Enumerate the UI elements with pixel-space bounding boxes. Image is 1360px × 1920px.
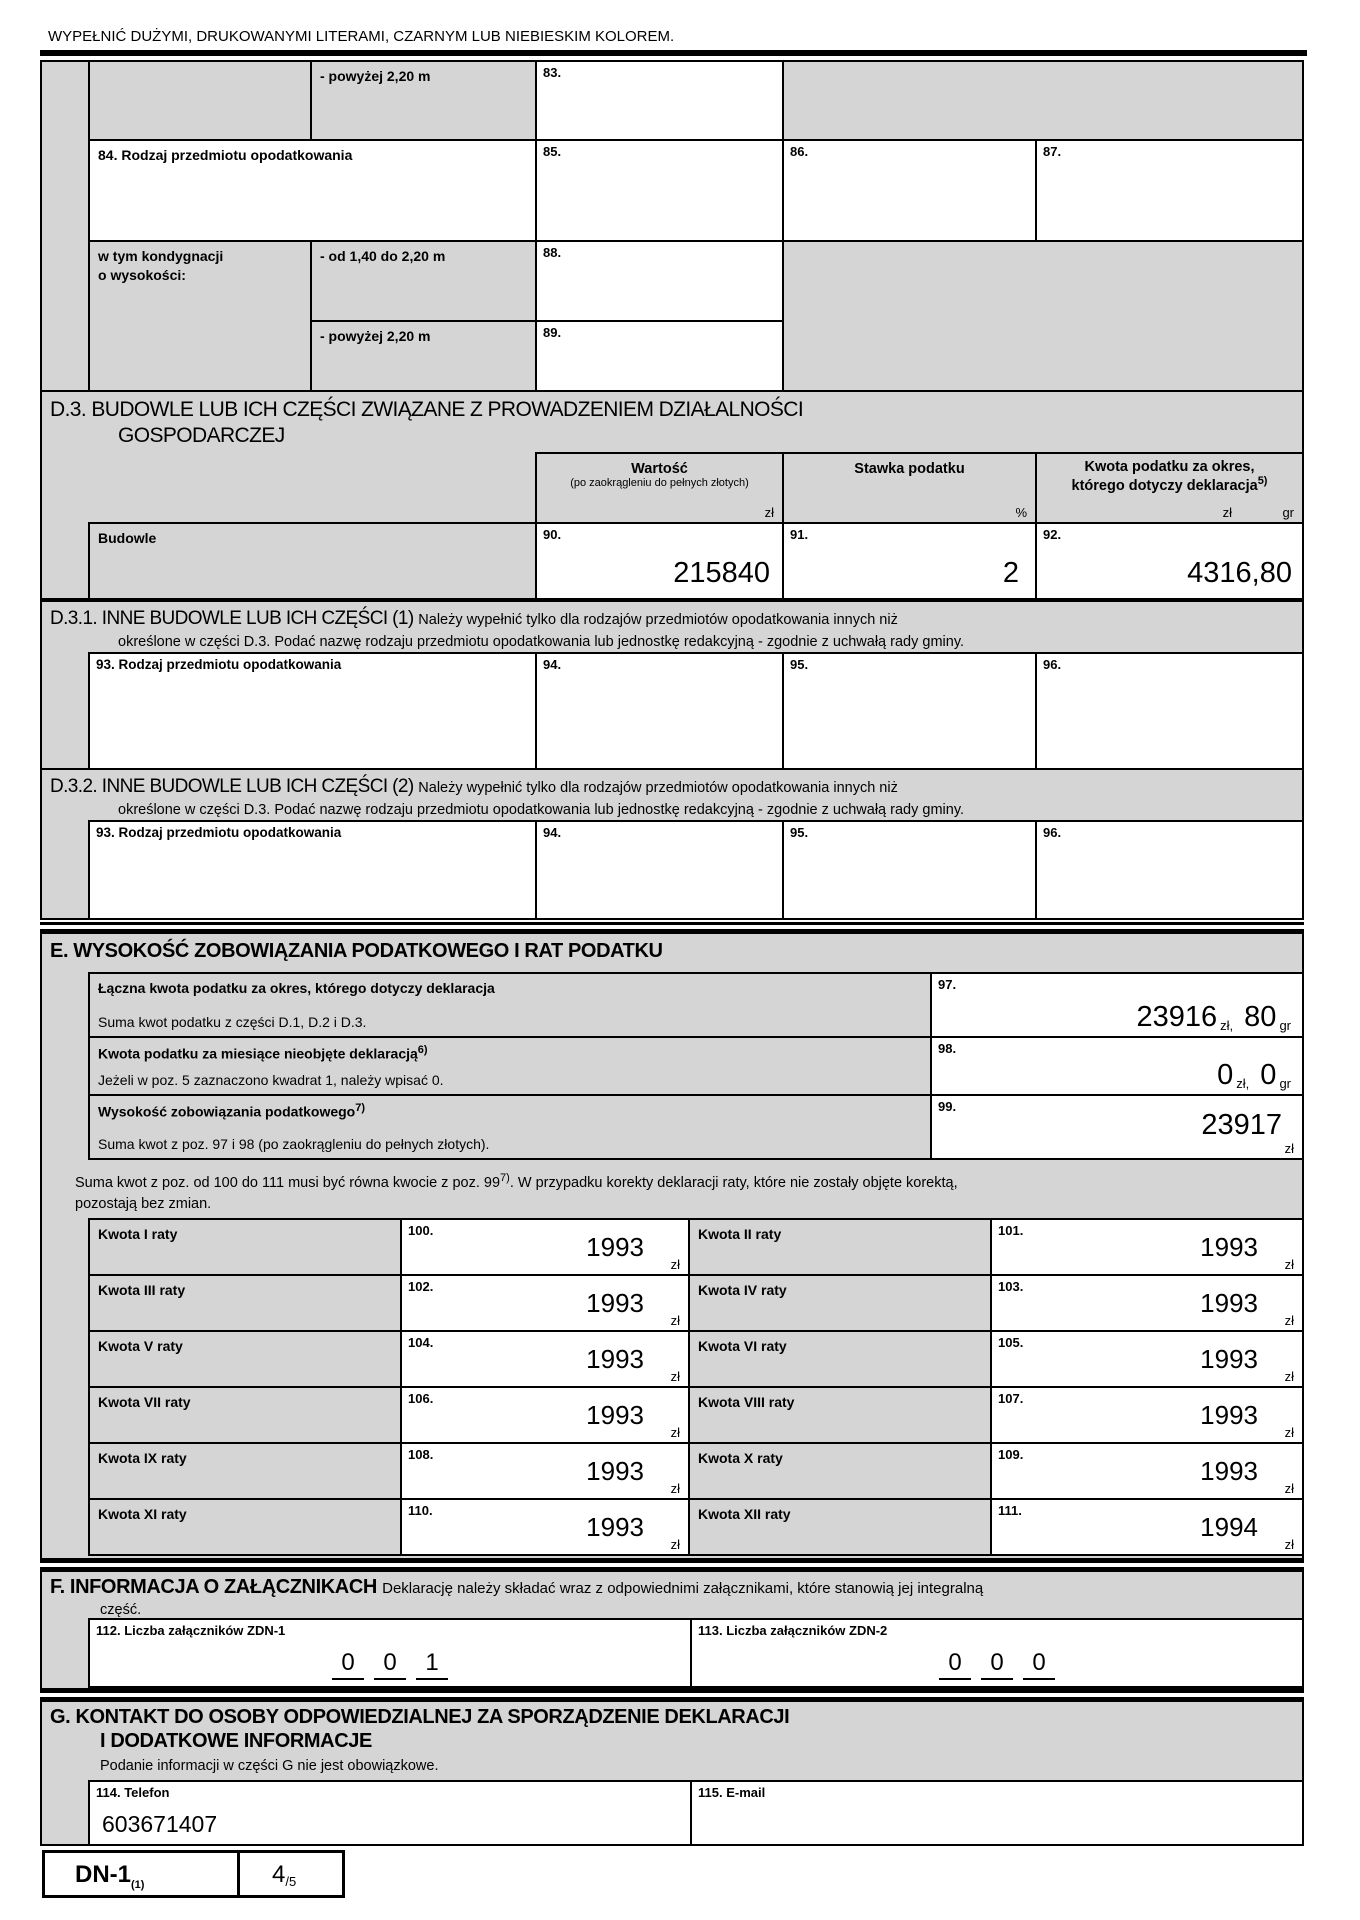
field-103-unit: zł xyxy=(1284,1313,1294,1328)
field-99-number: 99. xyxy=(938,1099,957,1114)
raty-label-cell xyxy=(688,1274,992,1332)
field-106-value: 1993 xyxy=(586,1400,644,1430)
d3-col-wartosc xyxy=(535,452,784,524)
field-92[interactable] xyxy=(1035,522,1304,600)
field-104-unit: zł xyxy=(670,1369,680,1384)
label-powyzej-220-r4 xyxy=(310,320,537,392)
section-d32-note2: określone w części D.3. Podać nazwę rodzaju przedmiotu opodatkowania lub jednostkę redakcyjną - zgodnie z uchwałą rady gminy. xyxy=(118,802,965,818)
field-98-gr-value: 0 xyxy=(1260,1059,1277,1091)
field-112-digit-1: 0 xyxy=(332,1649,364,1680)
field-95-d32-number: 95. xyxy=(790,825,809,840)
field-107-unit: zł xyxy=(1284,1425,1294,1440)
field-115-label: 115. E-mail xyxy=(698,1785,766,1800)
field-93-d32[interactable] xyxy=(88,820,537,920)
field-109[interactable] xyxy=(990,1442,1304,1500)
field-97-zl-unit: zł, xyxy=(1220,1018,1234,1033)
field-86[interactable] xyxy=(782,139,1037,242)
d3-col-kwota-unit-gr: gr xyxy=(1282,505,1294,520)
top-thick-rule xyxy=(40,50,1307,56)
field-95-d31[interactable] xyxy=(782,652,1037,770)
section-d31-note2: określone w części D.3. Podać nazwę rodzaju przedmiotu opodatkowania lub jednostkę redakcyjną - zgodnie z uchwałą rady gminy. xyxy=(118,634,965,650)
field-94-d31[interactable] xyxy=(535,652,784,770)
d3-col-kwota-footnote: 5) xyxy=(1257,475,1268,487)
section-d31-title: D.3.1. INNE BUDOWLE LUB ICH CZĘŚCI (1) Należy wypełnić tylko dla rodzajów przedmiotów opodatkowania innych niż xyxy=(50,608,898,629)
raty-label-cell xyxy=(88,1330,402,1388)
raty-label-cell xyxy=(88,1386,402,1444)
field-101-unit: zł xyxy=(1284,1257,1294,1272)
field-113[interactable] xyxy=(690,1618,1304,1688)
field-86-number: 86. xyxy=(790,144,809,159)
field-91-number: 91. xyxy=(790,527,809,542)
field-105-number: 105. xyxy=(998,1335,1024,1350)
e-row99-label-cell xyxy=(88,1094,932,1160)
field-100-number: 100. xyxy=(408,1223,434,1238)
field-85-number: 85. xyxy=(543,144,562,159)
field-99-unit: zł xyxy=(1284,1141,1294,1156)
label-kondygnacje-line1: w tym kondygnacji xyxy=(98,248,224,264)
d3-budowle-label-cell xyxy=(88,522,537,600)
field-112[interactable] xyxy=(88,1618,692,1688)
field-102-unit: zł xyxy=(670,1313,680,1328)
field-111-number: 111. xyxy=(998,1503,1022,1518)
field-98[interactable] xyxy=(930,1036,1304,1096)
e-row97-label: Łączna kwota podatku za okres, którego dotyczy deklaracja xyxy=(98,980,495,996)
section-d32-title: D.3.2. INNE BUDOWLE LUB ICH CZĘŚCI (2) Należy wypełnić tylko dla rodzajów przedmiotów opodatkowania innych niż xyxy=(50,776,898,797)
field-92-value: 4316,80 xyxy=(1187,557,1292,589)
field-112-digit-3: 1 xyxy=(416,1649,448,1680)
raty-label: Kwota XII raty xyxy=(698,1506,791,1522)
d3-col-wartosc-title: Wartość xyxy=(631,461,688,477)
field-89[interactable] xyxy=(535,320,784,392)
footer-form-code-box xyxy=(42,1850,240,1898)
field-97[interactable] xyxy=(930,972,1304,1038)
d3-col-kwota-unit-zl: zł xyxy=(1222,505,1232,520)
field-113-digit-3: 0 xyxy=(1023,1649,1055,1680)
raty-label-cell xyxy=(688,1498,992,1556)
field-84-label: 84. Rodzaj przedmiotu opodatkowania xyxy=(98,147,353,163)
field-84[interactable] xyxy=(88,139,537,242)
raty-label: Kwota VI raty xyxy=(698,1338,787,1354)
field-112-label: 112. Liczba załączników ZDN-1 xyxy=(96,1623,286,1638)
raty-label: Kwota VIII raty xyxy=(698,1394,795,1410)
field-112-digits xyxy=(90,1649,690,1680)
section-g-title-line1: G. KONTAKT DO OSOBY ODPOWIEDZIALNEJ ZA SPORZĄDZENIE DEKLARACJI xyxy=(50,1706,790,1728)
field-88[interactable] xyxy=(535,240,784,322)
e-note-line2: pozostają bez zmian. xyxy=(75,1196,212,1212)
field-83[interactable] xyxy=(535,60,784,141)
section-f-title: F. INFORMACJA O ZAŁĄCZNIKACH Deklarację należy składać wraz z odpowiednimi załącznikami, które stanowią jej integralną xyxy=(50,1576,984,1598)
field-104-number: 104. xyxy=(408,1335,434,1350)
field-97-value-row xyxy=(1137,1003,1294,1032)
d3-col-wartosc-unit: zł xyxy=(764,505,774,520)
label-powyzej-220-r1-text: - powyżej 2,20 m xyxy=(320,68,431,84)
field-113-digit-2: 0 xyxy=(981,1649,1013,1680)
field-110[interactable] xyxy=(400,1498,690,1556)
field-95-d31-number: 95. xyxy=(790,657,809,672)
field-109-number: 109. xyxy=(998,1447,1024,1462)
field-100-value: 1993 xyxy=(586,1232,644,1262)
field-104-value: 1993 xyxy=(586,1344,644,1374)
e-note-line1: Suma kwot z poz. od 100 do 111 musi być równa kwocie z poz. 99$^{7)}$. W przypadku korekty deklaracji raty, które nie zostały objęte korektą, xyxy=(75,1172,958,1191)
section-g-title-line2: I DODATKOWE INFORMACJE xyxy=(100,1730,372,1752)
footer-form-code: $DN-1_{(1)}$ xyxy=(75,1861,145,1891)
field-98-number: 98. xyxy=(938,1041,957,1056)
field-94-d32[interactable] xyxy=(535,820,784,920)
field-93-d31[interactable] xyxy=(88,652,537,770)
field-113-digit-1: 0 xyxy=(939,1649,971,1680)
empty-grey-cell-r1 xyxy=(88,60,312,141)
raty-label: Kwota IV raty xyxy=(698,1282,787,1298)
raty-label-cell xyxy=(88,1274,402,1332)
label-kondygnacje-line2: o wysokości: xyxy=(98,266,186,283)
section-d31-note1: Należy wypełnić tylko dla rodzajów przedmiotów opodatkowania innych niż xyxy=(418,612,898,628)
field-105[interactable] xyxy=(990,1330,1304,1388)
label-powyzej-220-r1 xyxy=(310,60,537,141)
field-96-d32-number: 96. xyxy=(1043,825,1062,840)
d3-col-stawka-unit: % xyxy=(1015,505,1027,520)
raty-label-cell xyxy=(688,1386,992,1444)
field-113-label: 113. Liczba załączników ZDN-2 xyxy=(698,1623,888,1638)
field-88-number: 88. xyxy=(543,245,562,260)
field-87[interactable] xyxy=(1035,139,1304,242)
e-row99-label: Wysokość zobowiązania podatkowego$^{7)}$ xyxy=(98,1102,366,1120)
field-112-digit-2: 0 xyxy=(374,1649,406,1680)
field-90-value: 215840 xyxy=(673,557,770,589)
field-110-value: 1993 xyxy=(586,1512,644,1542)
field-111-value: 1994 xyxy=(1200,1512,1258,1542)
raty-label-cell xyxy=(88,1498,402,1556)
field-101-value: 1993 xyxy=(1200,1232,1258,1262)
field-108-unit: zł xyxy=(670,1481,680,1496)
field-91-value: 2 xyxy=(1002,557,1019,589)
field-111-unit: zł xyxy=(1284,1537,1294,1552)
blocked-grey-cell-r1 xyxy=(782,60,1304,141)
raty-label-cell xyxy=(88,1442,402,1500)
field-103-value: 1993 xyxy=(1200,1288,1258,1318)
field-93-d32-label: 93. Rodzaj przedmiotu opodatkowania xyxy=(96,825,342,840)
field-87-number: 87. xyxy=(1043,144,1062,159)
raty-label: Kwota V raty xyxy=(98,1338,183,1354)
field-97-number: 97. xyxy=(938,977,957,992)
d3-col-kwota-title2: którego dotyczy deklaracja$^{5)}$ xyxy=(1071,475,1268,494)
e-row99-footnote: 7) xyxy=(355,1102,366,1114)
d3-col-kwota xyxy=(1035,452,1304,524)
footer-form-code-sub: (1) xyxy=(131,1879,145,1891)
field-108-value: 1993 xyxy=(586,1456,644,1486)
field-107-value: 1993 xyxy=(1200,1400,1258,1430)
raty-label-cell xyxy=(688,1442,992,1500)
field-96-d32[interactable] xyxy=(1035,820,1304,920)
field-102[interactable] xyxy=(400,1274,690,1332)
field-93-d31-label: 93. Rodzaj przedmiotu opodatkowania xyxy=(96,657,342,672)
section-d3-title-line1: D.3. BUDOWLE LUB ICH CZĘŚCI ZWIĄZANE Z PROWADZENIEM DZIAŁALNOŚCI xyxy=(50,398,804,421)
divider-before-f xyxy=(40,1560,1304,1570)
e-row99-sublabel: Suma kwot z poz. 97 i 98 (po zaokrągleniu do pełnych złotych). xyxy=(98,1136,490,1152)
raty-label: Kwota I raty xyxy=(98,1226,178,1242)
field-110-unit: zł xyxy=(670,1537,680,1552)
raty-label-cell xyxy=(688,1330,992,1388)
left-grey-strip xyxy=(40,60,90,392)
field-98-gr-unit: gr xyxy=(1279,1076,1291,1091)
field-92-number: 92. xyxy=(1043,527,1062,542)
e-row97-label-cell xyxy=(88,972,932,1038)
field-103[interactable] xyxy=(990,1274,1304,1332)
field-106-unit: zł xyxy=(670,1425,680,1440)
footer-page-total: /5 xyxy=(285,1874,297,1889)
d3-budowle-label: Budowle xyxy=(98,530,157,546)
d3-col-kwota-title1: Kwota podatku za okres, xyxy=(1084,459,1255,475)
field-105-unit: zł xyxy=(1284,1369,1294,1384)
field-101-number: 101. xyxy=(998,1223,1024,1238)
divider-before-g xyxy=(40,1690,1304,1700)
field-83-number: 83. xyxy=(543,65,562,80)
field-97-gr-value: 80 xyxy=(1244,1001,1277,1033)
footer-page-box xyxy=(237,1850,345,1898)
field-96-d31[interactable] xyxy=(1035,652,1304,770)
d3-col-stawka-title: Stawka podatku xyxy=(854,461,965,477)
divider-before-e xyxy=(40,922,1304,932)
field-94-d32-number: 94. xyxy=(543,825,562,840)
section-f-note1: Deklarację należy składać wraz z odpowiednimi załącznikami, które stanowią jej integralną xyxy=(382,1580,984,1597)
field-99-value: 23917 xyxy=(1201,1109,1282,1141)
field-104[interactable] xyxy=(400,1330,690,1388)
field-107[interactable] xyxy=(990,1386,1304,1444)
label-kondygnacje xyxy=(88,240,312,392)
field-109-value: 1993 xyxy=(1200,1456,1258,1486)
field-100[interactable] xyxy=(400,1218,690,1276)
raty-label-cell xyxy=(88,1218,402,1276)
section-g-note: Podanie informacji w części G nie jest obowiązkowe. xyxy=(100,1758,439,1774)
field-108[interactable] xyxy=(400,1442,690,1500)
d3-col-wartosc-subtitle: (po zaokrągleniu do pełnych złotych) xyxy=(570,477,749,489)
raty-label: Kwota IX raty xyxy=(98,1450,187,1466)
field-101[interactable] xyxy=(990,1218,1304,1276)
section-d32-note1: Należy wypełnić tylko dla rodzajów przedmiotów opodatkowania innych niż xyxy=(418,780,898,796)
field-103-number: 103. xyxy=(998,1279,1024,1294)
field-113-digits xyxy=(692,1649,1302,1680)
field-94-d31-number: 94. xyxy=(543,657,562,672)
section-d3-title-line2: GOSPODARCZEJ xyxy=(118,424,285,447)
field-98-value-row xyxy=(1217,1061,1294,1090)
raty-label: Kwota XI raty xyxy=(98,1506,187,1522)
label-od140-do220 xyxy=(310,240,537,322)
field-100-unit: zł xyxy=(670,1257,680,1272)
blocked-grey-cell-r34 xyxy=(782,240,1304,392)
raty-label: Kwota II raty xyxy=(698,1226,782,1242)
footer-page-number: 4/5 xyxy=(272,1861,297,1889)
field-106[interactable] xyxy=(400,1386,690,1444)
section-e-title: E. WYSOKOŚĆ ZOBOWIĄZANIA PODATKOWEGO I RAT PODATKU xyxy=(50,940,663,962)
field-97-zl-value: 23916 xyxy=(1136,1001,1218,1033)
field-98-zl-unit: zł, xyxy=(1236,1076,1250,1091)
label-powyzej-220-r4-text: - powyżej 2,20 m xyxy=(320,328,431,344)
field-114-label: 114. Telefon xyxy=(96,1785,170,1800)
section-f-note2: część. xyxy=(100,1602,142,1618)
fill-instruction: WYPEŁNIĆ DUŻYMI, DRUKOWANYMI LITERAMI, CZARNYM LUB NIEBIESKIM KOLOREM. xyxy=(48,28,675,45)
field-89-number: 89. xyxy=(543,325,562,340)
label-od140-do220-text: - od 1,40 do 2,20 m xyxy=(320,248,446,264)
raty-label: Kwota VII raty xyxy=(98,1394,191,1410)
field-102-number: 102. xyxy=(408,1279,434,1294)
field-114[interactable] xyxy=(88,1780,692,1846)
d3-col-stawka xyxy=(782,452,1037,524)
field-99[interactable] xyxy=(930,1094,1304,1160)
field-108-number: 108. xyxy=(408,1447,434,1462)
field-96-d31-number: 96. xyxy=(1043,657,1062,672)
field-106-number: 106. xyxy=(408,1391,434,1406)
field-105-value: 1993 xyxy=(1200,1344,1258,1374)
field-111[interactable] xyxy=(990,1498,1304,1556)
e-row98-label-cell xyxy=(88,1036,932,1096)
raty-label: Kwota III raty xyxy=(98,1282,186,1298)
field-91[interactable] xyxy=(782,522,1037,600)
e-row98-sublabel: Jeżeli w poz. 5 zaznaczono kwadrat 1, należy wpisać 0. xyxy=(98,1072,444,1088)
field-115[interactable] xyxy=(690,1780,1304,1846)
raty-label: Kwota X raty xyxy=(698,1450,783,1466)
field-90[interactable] xyxy=(535,522,784,600)
field-97-gr-unit: gr xyxy=(1279,1018,1291,1033)
field-114-value: 603671407 xyxy=(102,1811,218,1837)
field-110-number: 110. xyxy=(408,1503,433,1518)
field-102-value: 1993 xyxy=(586,1288,644,1318)
field-107-number: 107. xyxy=(998,1391,1024,1406)
e-note-footnote: 7) xyxy=(500,1172,510,1184)
field-98-zl-value: 0 xyxy=(1217,1059,1234,1091)
field-85[interactable] xyxy=(535,139,784,242)
e-row97-sublabel: Suma kwot podatku z części D.1, D.2 i D.3. xyxy=(98,1014,367,1030)
field-109-unit: zł xyxy=(1284,1481,1294,1496)
e-row98-label: Kwota podatku za miesiące nieobjęte deklaracją$^{6)}$ xyxy=(98,1044,428,1062)
field-90-number: 90. xyxy=(543,527,562,542)
raty-label-cell xyxy=(688,1218,992,1276)
field-95-d32[interactable] xyxy=(782,820,1037,920)
e-row98-footnote: 6) xyxy=(417,1044,428,1056)
